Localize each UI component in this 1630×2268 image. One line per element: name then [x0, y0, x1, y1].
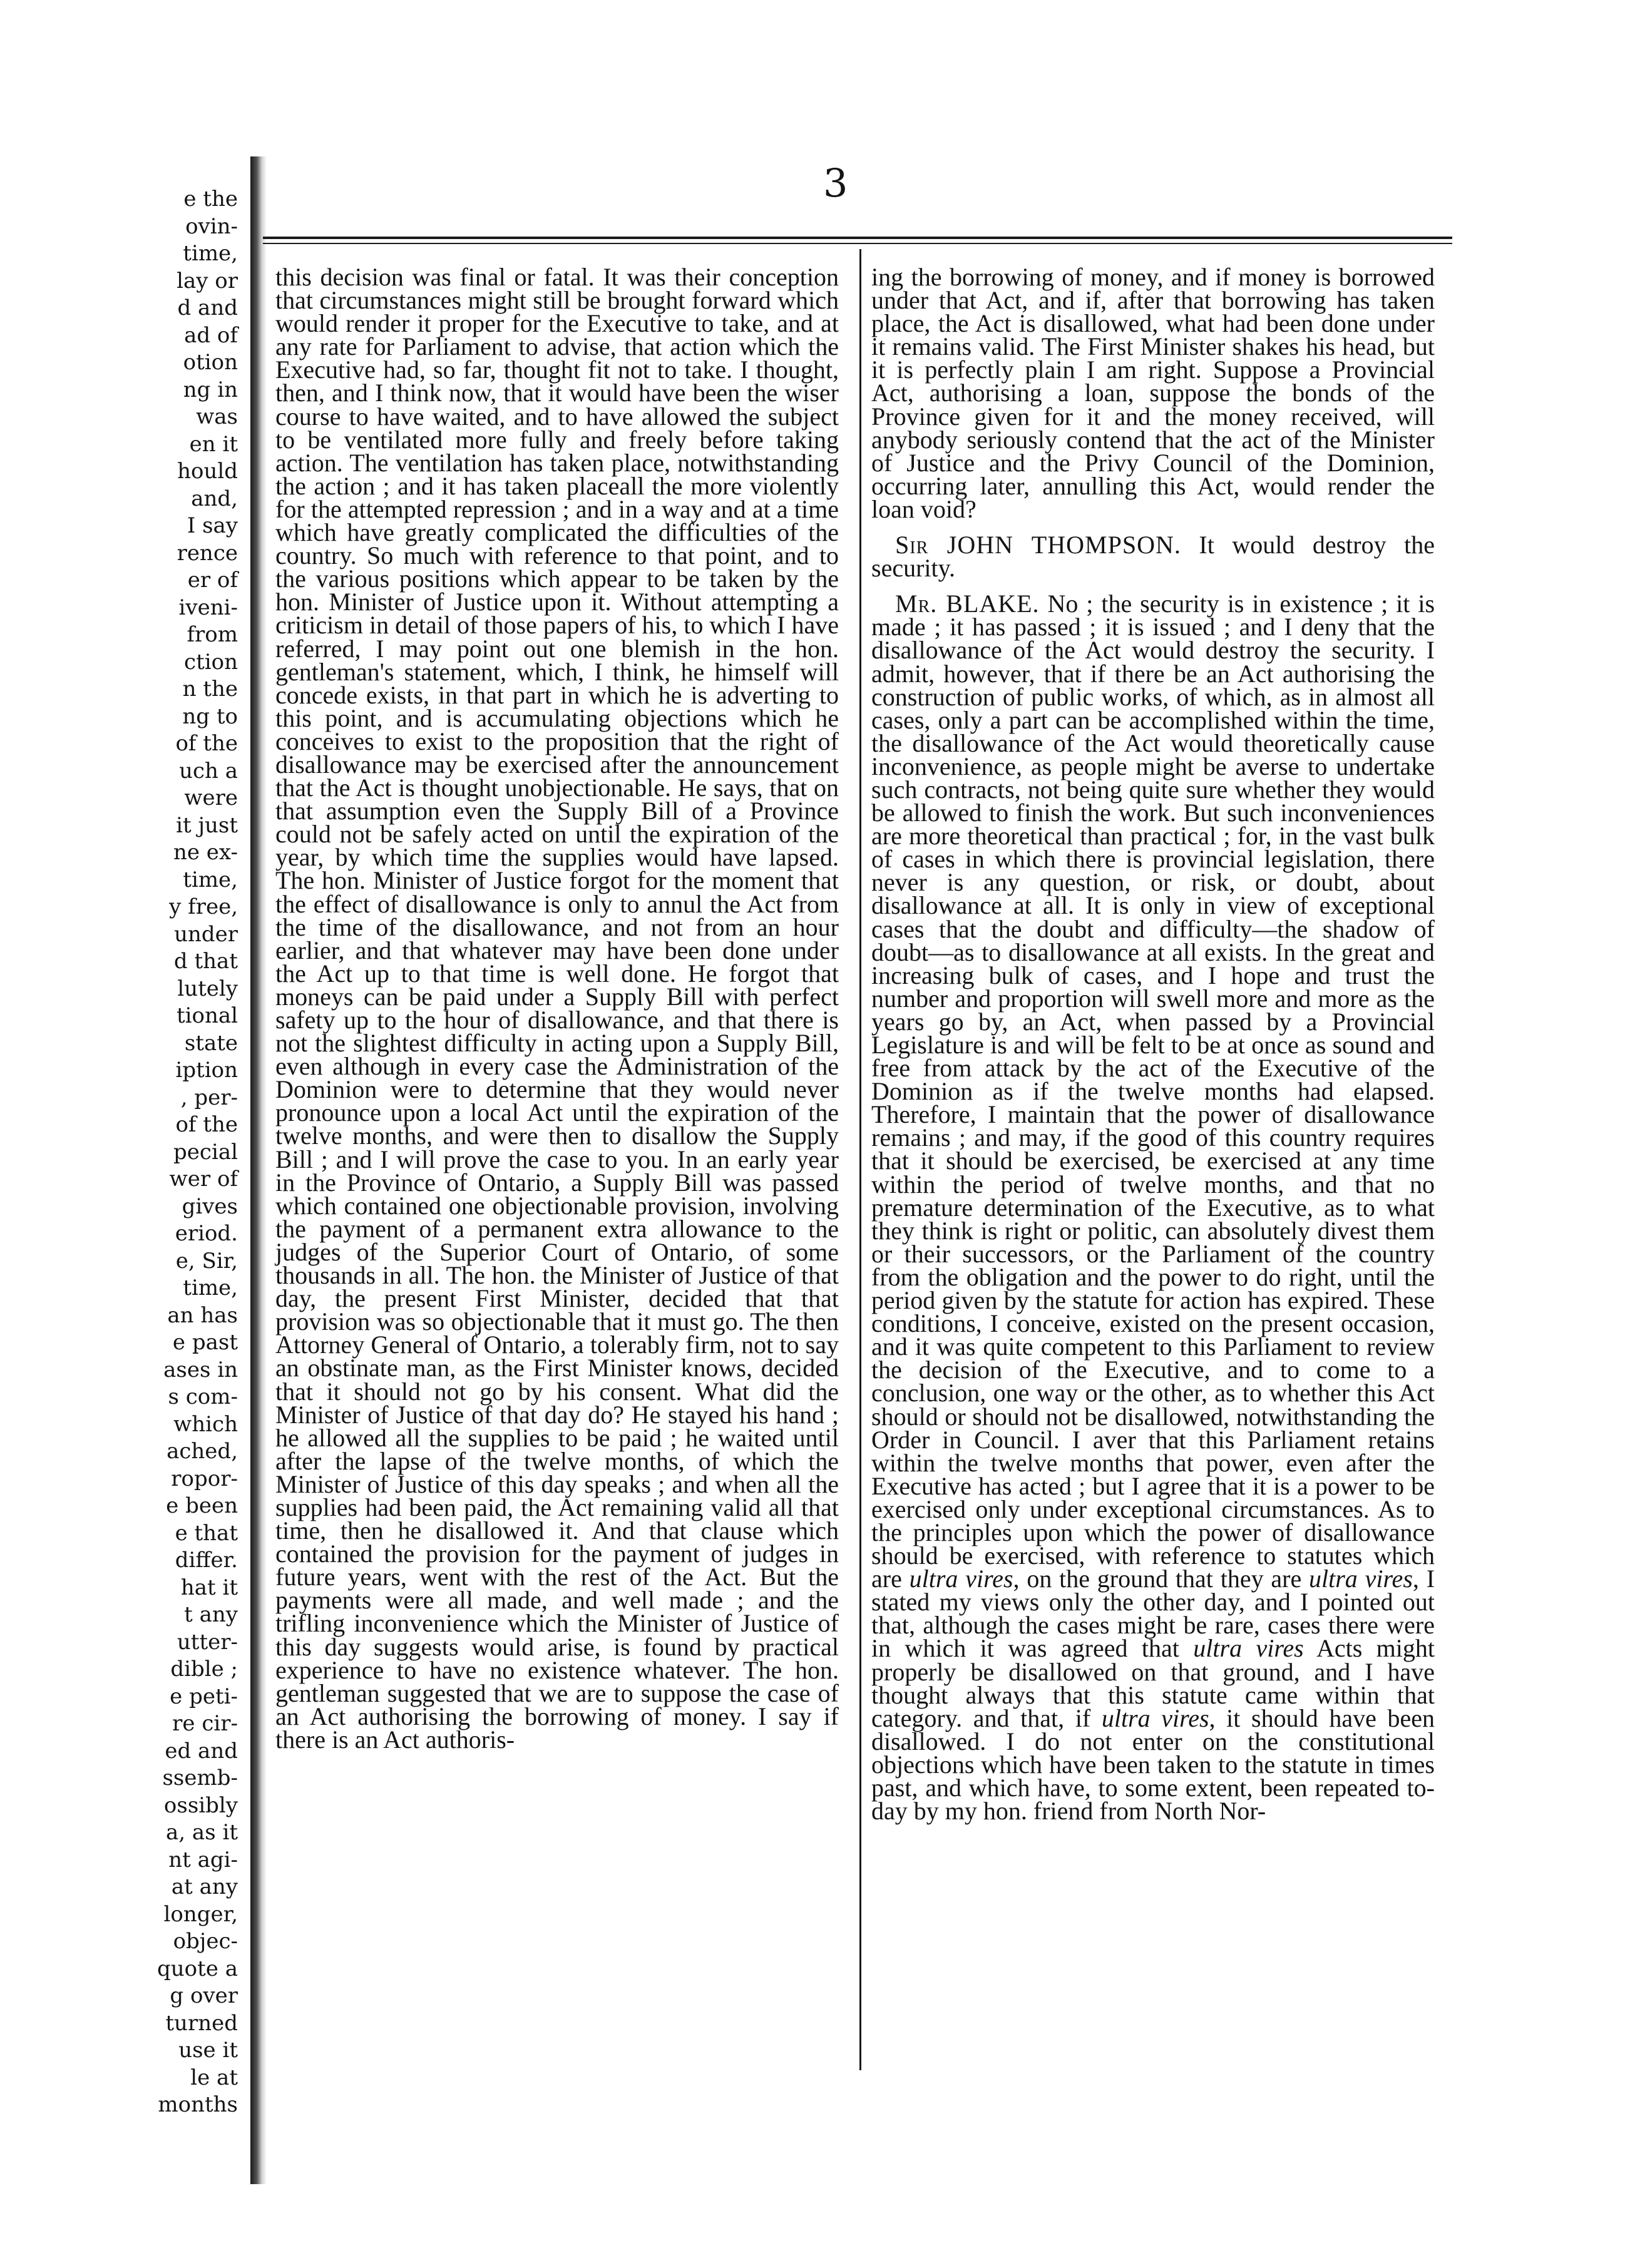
fragment-line: t any: [184, 1602, 238, 1627]
fragment-line: ng to: [182, 703, 238, 729]
fragment-line: en it: [189, 431, 238, 457]
speech-text: No ; the security is in existence ; it is made ; it has passed ; it is issued ; and I deny that the disallowance of the Act would destroy the security. I admit, however, that if there be an Act authorising the construction of public works, of which, as in almost all cases, only a part can be accomplished within the time, the disallowance of the Act would theoretically cause inconvenience, as people might be averse to undertake such contracts, not being quite sure whether they would be allowed to finish the work. But such inconveniences are more theoretical than practical ; for, in the vast bulk of cases in which there is provincial legislation, there never is any question, or risk, or doubt, about disallowance at all. It is only in view of exceptional cases that the doubt and difficulty—the shadow of doubt—as to disallowance at all exists. In the great and increasing bulk of cases, and I hope and trust the number and proportion will swell more and more as the years go by, an Act, when passed by a Provincial Legislature is and will be felt to be at once as sound and free from attack by the act of the Executive of the Dominion as if the twelve months had elapsed. Therefore, I maintain that the power of disallowance remains ; and may, if the good of this country requires that it should be exercised, be exercised at any time within the period of twelve months, and that no premature determination of the Executive, as to what they think is right or politic, can absolutely divest them or their successors, or the Parliament of the country from the obligation and the power to do right, until the period given by the statute for action has expired. These conditions, I conceive, existed on the present occasion, and it was quite competent to this Parliament to review the decision of the Executive, and to come to a conclusion, one way or the other, as to whether this Act should or should not be disallowed, notwithstanding the Order in Council. I aver that this Parliament retains within the twelve months that power, even after the Executive has acted ; but I agree that it is a power to be exercised only under exceptional circumstances. As to the principles upon which the power of disallowance should be exercised, with reference to statutes which are: [871, 590, 1435, 1593]
fragment-line: lay or: [177, 268, 238, 294]
fragment-line: time,: [183, 867, 238, 892]
fragment-line: n the: [182, 677, 238, 702]
fragment-line: and,: [191, 486, 238, 511]
fragment-line: d that: [173, 949, 238, 974]
fragment-line: utter-: [177, 1629, 238, 1655]
paragraph: this decision was final or fatal. It was their conception that circumstances might still be brought forward which would render it proper for the Executive to take, and at any rate for Parliament to advise, that action which the Executive had, so far, thought fit not to take. I thought, then, and I think now, that it would have been the wiser course to have waited, and to have allowed the subject to be ventilated more fully and freely before taking action. The ventilation has taken place, notwithstanding the action ; and it has taken placeall the more violently for the attempted repression ; and in a way and at a time which have greatly complicated the difficulties of the country. So much with reference to that point, and to the various positions which appear to be taken by the hon. Minister of Justice upon it. Without attempting a criticism in detail of those papers of his, to which I have referred, I may point out one blemish in the hon. gentleman's statement, which, I think, he himself will concede exists, in that part in which he is adverting to this point, and is accumulating objections which he conceives to exist to the proposition that the right of disallowance may be exercised after the announcement that the Act is thought unobjectionable. He says, that on that assumption even the Supply Bill of a Province could not be safely acted on until the expiration of the year, by which time the supplies would have lapsed. The hon. Minister of Justice forgot for the moment that the effect of disallowance is only to annul the Act from the time of the disallowance, and not from an hour earlier, and that whatever may have been done under the Act up to that time is well done. He forgot that moneys can be paid under a Supply Bill with perfect safety up to the hour of disallowance, and that there is not the slightest difficulty in acting upon a Supply Bill, even although in every case the Administration of the Dominion were to determine that they would never pronounce upon a local Act until the expiration of the twelve months, and were then to disallow the Supply Bill ; and I will prove the case to you. In an early year in the Province of Ontario, a Supply Bill was passed which contained one objectionable provision, involving the payment of a permanent extra allowance to the judges of the Superior Court of Ontario, of some thousands in all. The hon. the Minister of Justice of that day, the present First Minister, decided that that provision was so objectionable that it must go. The then Attorney General of Ontario, a tolerably firm, not to say an obstinate man, as the First Minister knows, decided that it should not go by his consent. What did the Minister of Justice of that day do? He stayed his hand ; he allowed all the supplies to be paid ; he waited until after the lapse of the twelve months, of which the Minister of Justice of this day speaks ; and when all the supplies had been paid, the Act remaining valid all that time, then he disallowed it. And that clause which contained the provision for the payment of judges in future years, went with the rest of the Act. But the payments were all made, and well made ; and the trifling inconvenience which the Minister of Justice of this day suggests would arise, is found by practical experience to have no existence whatever. The hon. gentleman suggested that we are to suppose the case of an Act authorising the borrowing of money. I say if there is an Act authoris-: [275, 263, 839, 1754]
fragment-line: iption: [175, 1058, 238, 1083]
fragment-line: le at: [190, 2065, 238, 2090]
fragment-line: nt agi-: [168, 1847, 238, 1872]
fragment-line: ed and: [165, 1738, 238, 1764]
header-rule-top: [263, 237, 1452, 239]
paragraph: [871, 531, 1435, 583]
speech-text: , on the ground that they are: [1013, 1565, 1310, 1593]
fragment-line: differ.: [175, 1548, 238, 1573]
fragment-line: pecial: [173, 1139, 238, 1165]
speech-text: It would destroy the security.: [871, 531, 1435, 583]
page-number: 3: [823, 160, 848, 206]
column-divider: [859, 249, 861, 2070]
fragment-line: months: [158, 2092, 238, 2117]
fragment-line: were: [184, 785, 238, 810]
fragment-line: from: [187, 622, 238, 647]
fragment-line: hould: [177, 459, 238, 484]
fragment-line: tional: [176, 1003, 238, 1028]
fragment-line: lutely: [177, 976, 238, 1001]
fragment-line: wer of: [169, 1167, 238, 1192]
fragment-line: of the: [175, 1112, 238, 1137]
fragment-line: uch a: [179, 758, 238, 784]
fragment-line: ad of: [184, 322, 238, 348]
fragment-line: e that: [175, 1520, 238, 1546]
fragment-line: , per-: [180, 1085, 238, 1110]
fragment-line: state: [184, 1030, 238, 1056]
fragment-line: a, as it: [166, 1820, 238, 1845]
speech-text: , I stated my views only the other day, and I pointed out that, although the cases might be rare, cases there were in which it was agreed that: [871, 1565, 1435, 1663]
speech-text: Acts might properly be disallowed on that ground, and I have thought always that this statute came within that category. and that, if: [871, 1634, 1435, 1732]
fragment-line: objec-: [173, 1929, 238, 1954]
fragment-line: hat it: [180, 1575, 238, 1600]
fragment-line: iveni-: [178, 595, 238, 620]
fragment-line: was: [196, 404, 238, 429]
fragment-line: e the: [183, 188, 238, 212]
fragment-line: it just: [176, 812, 238, 838]
fragment-line: ropor-: [171, 1466, 238, 1491]
fragment-line: longer,: [163, 1901, 238, 1927]
latin-term: ultra vires: [1101, 1704, 1209, 1732]
fragment-line: eriod.: [175, 1221, 238, 1246]
fragment-line: gives: [182, 1193, 238, 1219]
fragment-line: d and: [177, 295, 238, 320]
fragment-line: e, Sir,: [175, 1248, 238, 1274]
fragment-line: er of: [187, 568, 238, 593]
latin-term: ultra vires: [1193, 1634, 1304, 1663]
fragment-line: ossibly: [163, 1792, 238, 1818]
fragment-line: of the: [175, 731, 238, 756]
fragment-line: use it: [178, 2038, 238, 2063]
fragment-line: y free,: [169, 894, 238, 919]
speaker-name: Sir JOHN THOMPSON.: [895, 531, 1181, 559]
fragment-line: e been: [166, 1493, 238, 1518]
latin-term: ultra vires: [1309, 1565, 1413, 1593]
latin-term: ultra vires: [909, 1565, 1013, 1593]
fragment-line: at any: [171, 1874, 238, 1899]
fragment-line: re cir-: [172, 1711, 238, 1736]
fragment-line: which: [173, 1411, 238, 1437]
fragment-line: e peti-: [170, 1683, 238, 1709]
fragment-line: dible ;: [170, 1657, 238, 1682]
column-left: [275, 263, 839, 1754]
paragraph: [871, 590, 1435, 1826]
fragment-line: otion: [183, 350, 238, 375]
fragment-line: rence: [177, 540, 238, 566]
fragment-line: e past: [172, 1330, 238, 1355]
fragment-line: ovin-: [185, 213, 238, 239]
fragment-line: turned: [165, 2010, 238, 2036]
paragraph: ing the borrowing of money, and if money is borrowed under that Act, and if, after that borrowing has taken place, the Act is disallowed, what had been done under it remains valid. The First Minister shakes his head, but it is perfectly plain I am right. Suppose a Provincial Act, authorising a loan, suppose the bonds of the Province given for it and the money received, will anybody seriously contend that the act of the Minister of Justice and the Privy Council of the Dominion, occurring later, annulling this Act, would render the loan void?: [871, 263, 1435, 523]
previous-page-fragment: [0, 188, 250, 2153]
fragment-line: I say: [187, 513, 238, 538]
fragment-line: ached,: [167, 1439, 238, 1464]
fragment-line: time,: [183, 241, 238, 266]
fragment-line: ne ex-: [173, 840, 238, 865]
fragment-line: g over: [170, 1983, 238, 2008]
fragment-line: ssemb-: [162, 1765, 238, 1790]
fragment-line: ng in: [183, 377, 238, 402]
speech-text: , it should have been disallowed. I do not enter on the constitutional objections which have been taken to the statute in times past, and which have, to some extent, been repeated to-day by my hon. friend from North Nor-: [871, 1704, 1435, 1826]
column-right: [871, 263, 1435, 1826]
fragment-line: s com-: [168, 1384, 238, 1409]
fragment-line: ases in: [163, 1357, 238, 1382]
fragment-line: quote a: [157, 1956, 238, 1981]
fragment-line: an has: [167, 1302, 238, 1328]
fragment-line: time,: [183, 1275, 238, 1300]
fragment-line: ction: [184, 649, 238, 675]
page-gutter-shadow: [250, 156, 267, 2184]
header-rule-bottom: [263, 243, 1452, 244]
fragment-line: under: [174, 921, 238, 947]
speaker-name: Mr. BLAKE.: [895, 590, 1040, 618]
